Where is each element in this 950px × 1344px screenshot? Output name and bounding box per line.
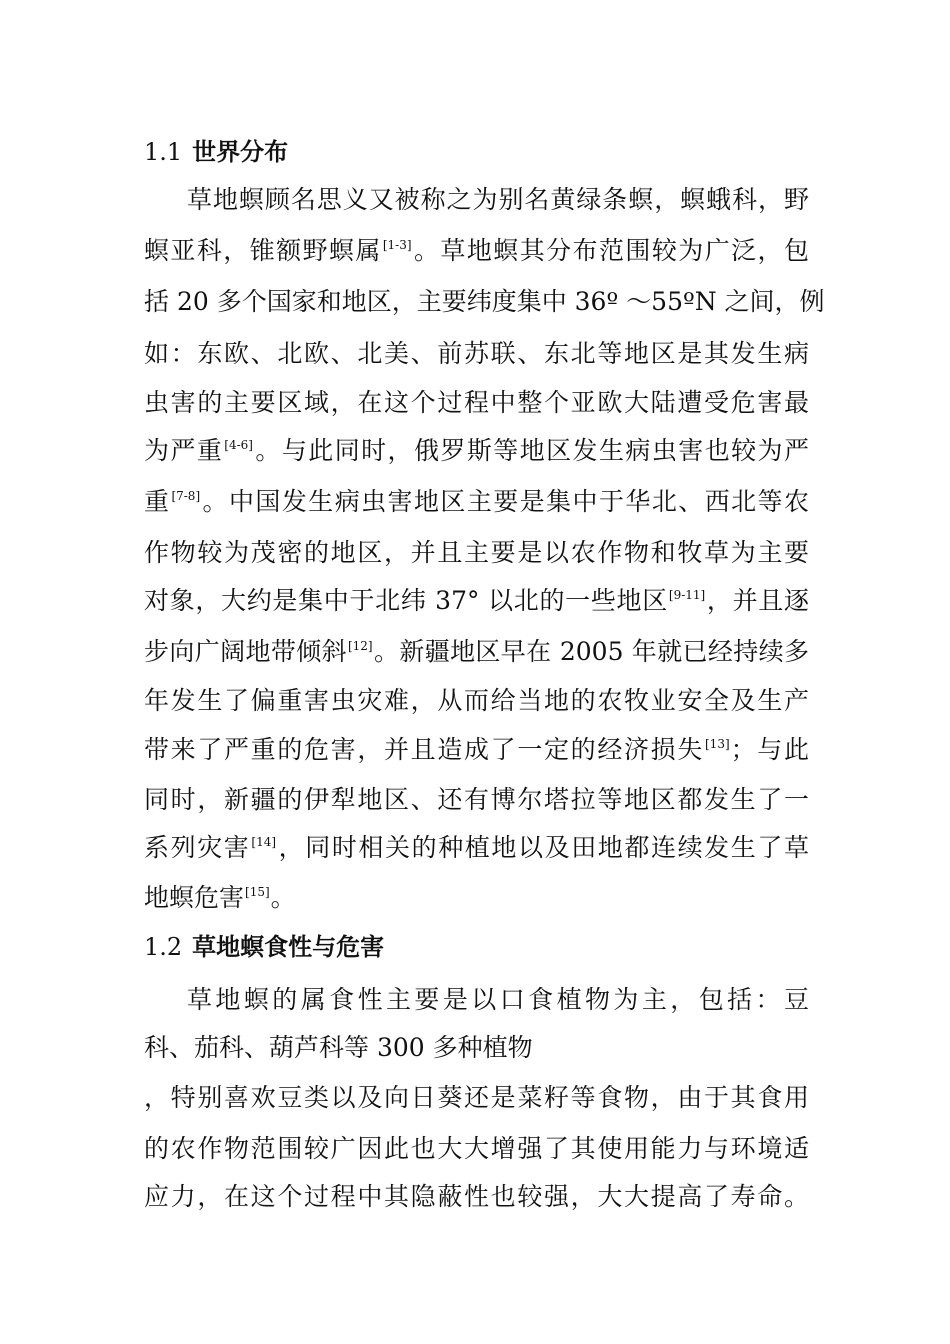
line-text: 虫害的主要区域，在这个过程中整个亚欧大陆遭受危害最 xyxy=(144,388,809,417)
section-number: 1.2 xyxy=(144,933,183,961)
paragraph-line xyxy=(144,782,809,818)
paragraph-line xyxy=(144,433,809,469)
section-title: 世界分布 xyxy=(192,138,289,166)
section-heading-1-1 xyxy=(144,134,288,170)
line-text: 如：东欧、北欧、北美、前苏联、东北等地区是其发生病 xyxy=(144,339,809,368)
paragraph-line xyxy=(144,336,809,372)
citation-ref: [7-8] xyxy=(171,489,201,503)
line-text: 步向广阔地带倾斜 xyxy=(144,637,347,666)
paragraph-line xyxy=(144,484,809,520)
paragraph-line xyxy=(144,1131,809,1167)
line-text: 。 xyxy=(270,883,296,912)
paragraph-line xyxy=(144,1030,809,1066)
line-text: ；与此 xyxy=(730,735,809,764)
paragraph-line xyxy=(144,233,809,269)
line-text: 带来了严重的危害，并且造成了一定的经济损失 xyxy=(144,735,704,764)
line-text: 括 20 多个国家和地区，主要纬度集中 36º ～55ºN 之间，例 xyxy=(144,287,825,316)
citation-ref: [9-11] xyxy=(668,588,706,602)
line-text: 系列灾害 xyxy=(144,833,251,862)
line-text: 地螟危害 xyxy=(144,883,245,912)
line-text: ，特别喜欢豆类以及向日葵还是菜籽等食物，由于其食用 xyxy=(144,1083,809,1112)
paragraph-line xyxy=(144,1179,809,1215)
section-heading-1-2 xyxy=(144,929,384,965)
paragraph-line xyxy=(144,284,825,320)
paragraph-line xyxy=(144,385,809,421)
line-text: 。草地螟其分布范围较为广泛，包 xyxy=(412,236,809,265)
line-text: 科、茄科、葫芦科等 300 多种植物 xyxy=(144,1033,533,1062)
line-text: 。新疆地区早在 2005 年就已经持续多 xyxy=(373,637,809,666)
paragraph-line xyxy=(187,182,809,218)
line-text: 应力，在这个过程中其隐蔽性也较强，大大提高了寿命。 xyxy=(144,1182,809,1211)
line-text: 对象，大约是集中于北纬 37° 以北的一些地区 xyxy=(144,586,668,615)
paragraph-line xyxy=(144,732,809,768)
citation-ref: [4-6] xyxy=(224,438,253,452)
paragraph-line xyxy=(144,880,809,916)
line-text: 。中国发生病虫害地区主要是集中于华北、西北等农 xyxy=(201,487,809,516)
citation-ref: [13] xyxy=(705,737,730,751)
citation-ref: [14] xyxy=(251,835,277,849)
line-text: 草地螟顾名思义又被称之为别名黄绿条螟，螟蛾科，野 xyxy=(187,185,809,214)
citation-ref: [12] xyxy=(347,639,373,653)
paragraph-line xyxy=(144,634,809,670)
line-text: ，并且逐 xyxy=(706,586,809,615)
paragraph-line xyxy=(144,683,809,719)
line-text: ，同时相关的种植地以及田地都连续发生了草 xyxy=(277,833,809,862)
citation-ref: [1-3] xyxy=(382,238,412,252)
line-text: 草地螟的属食性主要是以口食植物为主，包括：豆 xyxy=(187,985,809,1014)
paragraph-line xyxy=(144,535,809,571)
section-number: 1.1 xyxy=(144,138,183,166)
line-text: 作物较为茂密的地区，并且主要是以农作物和牧草为主要 xyxy=(144,538,809,567)
line-text: 的农作物范围较广因此也大大增强了其使用能力与环境适 xyxy=(144,1134,809,1163)
paragraph-line xyxy=(144,830,809,866)
line-text: 同时，新疆的伊犁地区、还有博尔塔拉等地区都发生了一 xyxy=(144,785,809,814)
paragraph-line xyxy=(144,1080,809,1116)
paragraph-line xyxy=(187,982,809,1018)
paragraph-line xyxy=(144,583,809,619)
line-text: 重 xyxy=(144,487,171,516)
section-title: 草地螟食性与危害 xyxy=(192,933,385,961)
line-text: 。与此同时，俄罗斯等地区发生病虫害也较为严 xyxy=(253,436,809,465)
line-text: 为严重 xyxy=(144,436,224,465)
line-text: 年发生了偏重害虫灾难，从而给当地的农牧业安全及生产 xyxy=(144,686,809,715)
line-text: 螟亚科，锥额野螟属 xyxy=(144,236,382,265)
citation-ref: [15] xyxy=(245,885,270,899)
